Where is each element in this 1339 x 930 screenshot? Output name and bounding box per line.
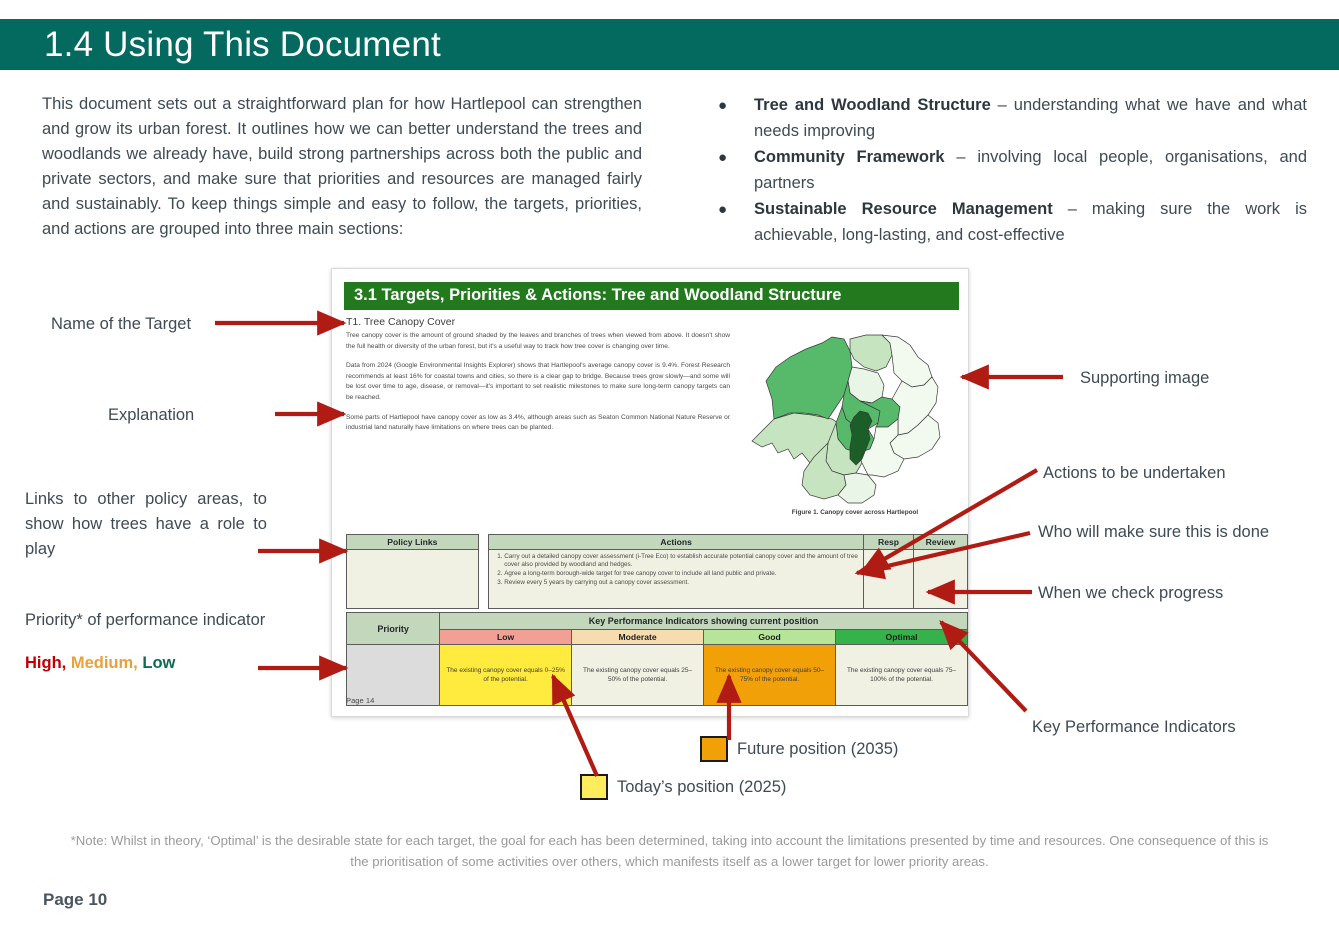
table-gap bbox=[478, 550, 489, 609]
list-item bbox=[712, 197, 1307, 248]
legend-label-today: Today’s position (2025) bbox=[617, 777, 787, 796]
preview-body-text bbox=[346, 331, 730, 443]
resp-header: Resp bbox=[864, 535, 914, 550]
actions-cell bbox=[489, 550, 864, 609]
intro-paragraph: This document sets out a straightforward plan for how Hartlepool can strengthen and grow its urban forest. It outlines how we can better understand the trees and woodlands we already have, build strong partnerships across both the public and private sectors, and make sure that priorities and resources are managed fairly and sustainably. To keep things simple and easy to follow, the targets, priorities, and actions are grouped into three main sections: bbox=[42, 95, 642, 238]
annotation-name-of-target: Name of the Target bbox=[51, 315, 192, 333]
kpi-title-header: Key Performance Indicators showing current position bbox=[440, 613, 968, 630]
table-gap bbox=[478, 535, 489, 550]
kpi-level-moderate: Moderate bbox=[572, 630, 704, 645]
annotation-priority-label: Priority* of performance indicator bbox=[25, 611, 266, 629]
table-row bbox=[347, 550, 968, 609]
actions-table bbox=[346, 534, 968, 609]
preview-paragraph-3: Some parts of Hartlepool have canopy cover as low as 3.4%, although areas such as Seaton Common National Nature Reserve or industrial land naturally have limitations on where trees can be planted. bbox=[346, 413, 730, 432]
bullet-dot-icon: ● bbox=[718, 97, 728, 114]
bullet-rest: – understanding what we have and what needs improving bbox=[754, 96, 1307, 140]
annotation-priority-levels bbox=[25, 651, 325, 676]
policy-links-header: Policy Links bbox=[347, 535, 479, 550]
bullet-title: Sustainable Resource Management bbox=[754, 200, 1053, 218]
bullet-rest: – making sure the work is achievable, long-lasting, and cost-effective bbox=[754, 200, 1307, 244]
annotation-supporting-image: Supporting image bbox=[1080, 369, 1210, 387]
section-bullet-list bbox=[712, 93, 1307, 249]
annotation-actions-undertaken: Actions to be undertaken bbox=[1043, 464, 1226, 482]
footnote: *Note: Whilst in theory, ‘Optimal’ is the desirable state for each target, the goal for each has been determined, taking into account the limitations presented by time and resources. One consequence of this is the prioritisation of some activities over others, which manifests itself as a lower target for lower priority areas. bbox=[70, 833, 1269, 869]
document-page-preview bbox=[331, 268, 969, 717]
review-header: Review bbox=[913, 535, 967, 550]
annotation-policy-links: Links to other policy areas, to show how trees have a role to play bbox=[25, 490, 267, 558]
supporting-map-image bbox=[732, 323, 960, 513]
priority-header: Priority bbox=[347, 613, 440, 645]
kpi-desc-low: The existing canopy cover equals 0–25% of the potential. bbox=[440, 645, 572, 706]
annotation-who-makes-sure: Who will make sure this is done bbox=[1038, 523, 1270, 541]
legend-swatch-yellow-icon bbox=[580, 774, 608, 800]
actions-header: Actions bbox=[489, 535, 864, 550]
review-cell bbox=[913, 550, 967, 609]
bullet-title: Tree and Woodland Structure bbox=[754, 96, 991, 114]
kpi-title-row bbox=[347, 613, 968, 630]
preview-section-header-text: 3.1 Targets, Priorities & Actions: Tree and Woodland Structure bbox=[354, 286, 842, 304]
kpi-level-good: Good bbox=[704, 630, 836, 645]
action-item: 3. Review every 5 years by carrying out a canopy cover assessment. bbox=[504, 579, 859, 587]
bullet-content bbox=[754, 93, 1307, 144]
kpi-level-row bbox=[347, 630, 968, 645]
list-item bbox=[712, 93, 1307, 144]
legend-future-position bbox=[700, 736, 898, 762]
priority-low: Low bbox=[142, 654, 176, 672]
preview-paragraph-2: Data from 2024 (Google Environmental Insights Explorer) shows that Hartlepool's average canopy cover is 9.4%. Forest Research recommends at least 16% for coastal towns and cities, so there is a clear gap to bridge. Because trees grow slowly—and some will be lost over time to age, disease, or removal—it's important to set realistic milestones to make sure long-term canopy targets can be reached. bbox=[346, 362, 730, 401]
policy-links-cell bbox=[347, 550, 479, 609]
kpi-desc-moderate: The existing canopy cover equals 25–50% of the potential. bbox=[572, 645, 704, 706]
actions-ordered-list bbox=[493, 553, 859, 588]
legend-today-position bbox=[580, 774, 786, 800]
kpi-level-optimal: Optimal bbox=[836, 630, 968, 645]
kpi-table bbox=[346, 612, 968, 706]
bullet-title: Community Framework bbox=[754, 148, 945, 166]
bullet-content bbox=[754, 197, 1307, 248]
legend-swatch-orange-icon bbox=[700, 736, 728, 762]
kpi-desc-row bbox=[347, 645, 968, 706]
action-item: 2. Agree a long-term borough-wide target for tree canopy cover to include all land public and private. bbox=[504, 570, 859, 578]
action-item: 1. Carry out a detailed canopy cover assessment (i-Tree Eco) to establish accurate potential canopy cover and the amount of tree cover also provided by woodland and hedges. bbox=[504, 553, 859, 570]
page-title: 1.4 Using This Document bbox=[44, 25, 441, 64]
bullet-rest: – involving local people, organisations, and partners bbox=[754, 148, 1307, 192]
preview-section-header-bar bbox=[344, 282, 959, 310]
priority-medium: Medium, bbox=[70, 654, 138, 672]
hartlepool-canopy-map-svg bbox=[732, 323, 960, 513]
kpi-desc-optimal: The existing canopy cover equals 75–100% of the potential. bbox=[836, 645, 968, 706]
kpi-level-low: Low bbox=[440, 630, 572, 645]
preview-paragraph-1: Tree canopy cover is the amount of ground shaded by the leaves and branches of trees when viewed from above. It doesn't show the full health or diversity of the urban forest, but it's a useful way to track how tree cover is changing over time. bbox=[346, 332, 730, 350]
annotation-kpi: Key Performance Indicators bbox=[1032, 718, 1236, 736]
kpi-desc-good: The existing canopy cover equals 50–75% of the potential. bbox=[704, 645, 836, 706]
legend-label-future: Future position (2035) bbox=[737, 739, 899, 758]
annotation-explanation: Explanation bbox=[108, 406, 195, 424]
resp-cell bbox=[864, 550, 914, 609]
preview-page-number: Page 14 bbox=[346, 696, 375, 705]
bullet-dot-icon: ● bbox=[718, 201, 728, 218]
table-header-row bbox=[347, 535, 968, 550]
page-number: Page 10 bbox=[43, 890, 108, 909]
priority-high: High, bbox=[25, 654, 67, 672]
bullet-dot-icon: ● bbox=[718, 149, 728, 166]
preview-target-name: T1. Tree Canopy Cover bbox=[346, 316, 456, 328]
figure-caption: Figure 1. Canopy cover across Hartlepool bbox=[791, 509, 919, 516]
list-item bbox=[712, 145, 1307, 196]
bullet-content bbox=[754, 145, 1307, 196]
annotation-when-check-progress: When we check progress bbox=[1038, 584, 1224, 602]
